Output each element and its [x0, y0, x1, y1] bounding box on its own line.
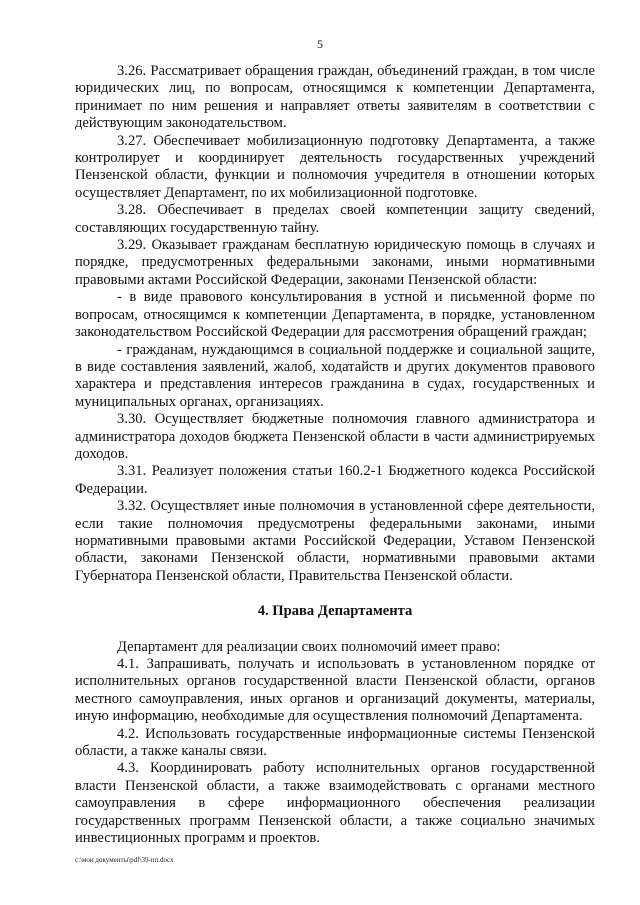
paragraph-3-29-item-2: - гражданам, нуждающимся в социальной поддержке и социальной защите, в виде составления заявлений, жалоб, ходатайств и других документов правового характера и представления интересов гражданина в судах, государственных и муниципальных органах, организациях.: [75, 341, 595, 410]
paragraph-rights-intro: Департамент для реализации своих полномочий имеет право:: [117, 638, 501, 655]
paragraph-4-2: 4.2. Использовать государственные информационные системы Пензенской области, а также каналы связи.: [75, 725, 595, 760]
paragraph-3-29-item-1: - в виде правового консультирования в устной и письменной форме по вопросам, относящимся к компетенции Департамента, в порядке, установленном законодательством Российской Федерации для рассмотрения обращений граждан;: [75, 289, 595, 341]
paragraph-3-28: 3.28. Обеспечивает в пределах своей компетенции защиту сведений, составляющих государственную тайну.: [75, 202, 595, 236]
paragraph-3-27: 3.27. Обеспечивает мобилизационную подготовку Департамента, а также контролирует и координирует деятельность государственных учреждений Пензенской области, функции и полномочия учредителя в отношении которых осуществляет Департамент, по их мобилизационной подготовке.: [75, 132, 595, 201]
paragraph-3-29: 3.29. Оказывает гражданам бесплатную юридическую помощь в случаях и порядке, предусмотренных федеральными законами, иными нормативными правовыми актами Российской Федерации, законами Пензенской области:: [75, 237, 595, 288]
footer-file-path: c:\мои документы\pdf\39-пп.docx: [75, 856, 174, 864]
paragraph-3-32: 3.32. Осуществляет иные полномочия в установленной сфере деятельности, если такие полномочия предусмотрены федеральными законами, иными нормативными правовыми актами Российской Федерации, Уставом Пензенской области, законами Пензенской области, нормативными правовыми актами Губернатора Пензенской области, Правительства Пензенской области.: [75, 498, 595, 584]
document-body: [75, 63, 595, 847]
section-title: 4. Права Департамента: [257, 603, 413, 620]
paragraph-4-3: 4.3. Координировать работу исполнительных органов государственной власти Пензенской области, а также взаимодействовать с органами местного самоуправления в сфере информационного обеспечения реализации государственных программ Пензенской области, а также социально значимых инвестиционных программ и проектов.: [75, 760, 595, 847]
paragraph-3-31: 3.31. Реализует положения статьи 160.2-1 Бюджетного кодекса Российской Федерации.: [75, 463, 595, 497]
page-number: 5: [317, 37, 323, 51]
paragraph-3-30: 3.30. Осуществляет бюджетные полномочия главного администратора и администратора доходов бюджета Пензенской области в части администрируемых доходов.: [75, 411, 595, 462]
paragraph-3-26: 3.26. Рассматривает обращения граждан, объединений граждан, в том числе юридических лиц, по вопросам, относящимся к компетенции Департамента, принимает по ним решения и направляет ответы заявителям в соответствии с действующим законодательством.: [75, 63, 595, 132]
paragraph-4-1: 4.1. Запрашивать, получать и использовать в установленном порядке от исполнительных органов государственной власти Пензенской области, органов местного самоуправления, иных органов и организаций документы, материалы, иную информацию, необходимые для осуществления полномочий Департамента.: [75, 656, 595, 725]
